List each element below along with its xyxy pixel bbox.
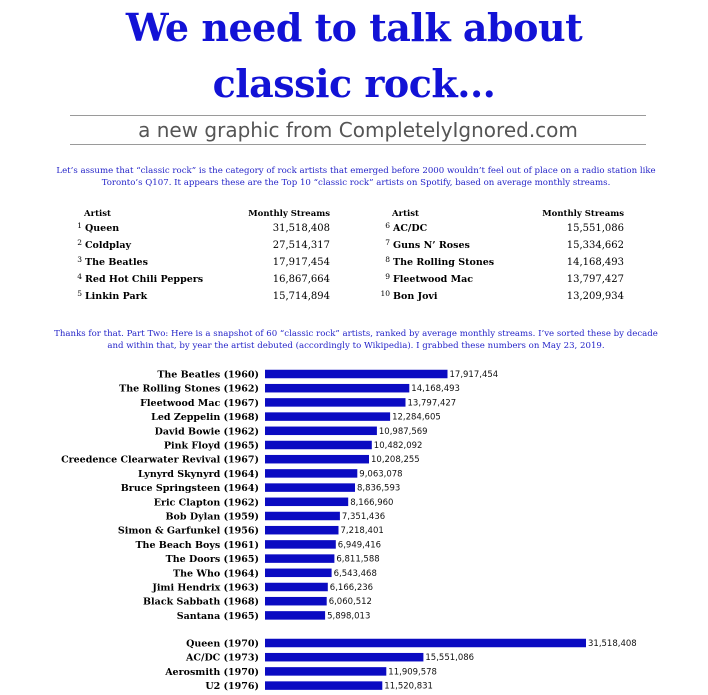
artist-name: Bon Jovi bbox=[393, 291, 438, 302]
bar-category-label: The Beatles (1960) bbox=[157, 369, 259, 381]
rank: 10 bbox=[380, 289, 390, 298]
artist-name: The Rolling Stones bbox=[393, 257, 495, 268]
bar-category-label: Aerosmith (1970) bbox=[165, 666, 259, 678]
rank: 2 bbox=[77, 238, 82, 247]
bar bbox=[265, 526, 339, 535]
rank: 5 bbox=[77, 289, 82, 298]
bar-category-label: David Bowie (1962) bbox=[154, 426, 259, 438]
bar bbox=[265, 667, 386, 676]
bar bbox=[265, 639, 586, 648]
bar-category-label: Fleetwood Mac (1967) bbox=[140, 397, 259, 409]
bar-value-label: 8,166,960 bbox=[350, 497, 394, 508]
bar bbox=[265, 498, 348, 507]
bar-category-label: AC/DC (1973) bbox=[186, 652, 259, 664]
bar bbox=[265, 370, 448, 379]
stream-count: 15,334,662 bbox=[566, 240, 624, 251]
title-line-1: We need to talk about bbox=[125, 5, 583, 50]
bar-category-label: The Doors (1965) bbox=[165, 554, 259, 566]
bar bbox=[265, 483, 355, 492]
bar bbox=[265, 427, 377, 436]
bar-value-label: 14,168,493 bbox=[411, 384, 460, 395]
bar bbox=[265, 681, 382, 690]
stream-count: 16,867,664 bbox=[272, 274, 330, 285]
bar bbox=[265, 653, 423, 662]
rank: 7 bbox=[385, 238, 390, 247]
part-two-paragraph: Thanks for that. Part Two: Here is a snapshot of 60 “classic rock” artists, ranked by average monthly streams. I’ve sorted these by decade and within that, by year the artist debuted (accordingly to Wikipedia). I grabbed these numbers on May 23, 2019. bbox=[54, 329, 658, 351]
bar-category-label: Simon & Garfunkel (1956) bbox=[117, 525, 259, 537]
bar-category-label: Lynyrd Skynyrd (1964) bbox=[137, 468, 259, 480]
bar-category-label: Creedence Clearwater Revival (1967) bbox=[61, 454, 259, 466]
rank: 9 bbox=[385, 272, 390, 281]
bar-value-label: 10,987,569 bbox=[378, 426, 428, 437]
rank: 8 bbox=[385, 255, 390, 264]
intro-paragraph: Let’s assume that “classic rock” is the category of rock artists that emerged before 2000 wouldn’t feel out of place on a radio station like Toronto’s Q107. It appears these are the Top 10 “classic rock” artists on Spotify, based on average monthly streams. bbox=[56, 166, 656, 188]
artist-name: Linkin Park bbox=[85, 291, 148, 302]
bar-category-label: Queen (1970) bbox=[186, 638, 259, 650]
artist-name: Fleetwood Mac bbox=[393, 274, 474, 285]
bar-value-label: 7,218,401 bbox=[340, 526, 384, 537]
stream-count: 31,518,408 bbox=[272, 223, 330, 234]
rank: 4 bbox=[77, 272, 82, 281]
artist-name: Coldplay bbox=[85, 240, 132, 251]
column-header-streams: Monthly Streams bbox=[248, 209, 330, 219]
bar-category-label: Bob Dylan (1959) bbox=[165, 511, 259, 523]
stream-count: 14,168,493 bbox=[566, 257, 624, 268]
bar-category-label: Jimi Hendrix (1963) bbox=[152, 582, 259, 594]
bar-value-label: 10,208,255 bbox=[371, 455, 420, 466]
column-header-streams: Monthly Streams bbox=[542, 209, 624, 219]
rank: 1 bbox=[77, 221, 82, 230]
bar-value-label: 13,797,427 bbox=[407, 398, 457, 409]
bar bbox=[265, 384, 409, 393]
rank: 6 bbox=[385, 221, 390, 230]
bar-category-label: Eric Clapton (1962) bbox=[153, 497, 259, 509]
bar-value-label: 6,060,512 bbox=[328, 597, 372, 608]
artist-name: Queen bbox=[85, 223, 120, 234]
bar bbox=[265, 412, 390, 421]
subtitle: a new graphic from CompletelyIgnored.com bbox=[70, 115, 646, 145]
bar-value-label: 8,836,593 bbox=[357, 483, 401, 494]
stream-count: 27,514,317 bbox=[272, 240, 330, 251]
stream-count: 13,209,934 bbox=[566, 291, 624, 302]
column-header-artist: Artist bbox=[392, 209, 419, 219]
bar bbox=[265, 455, 369, 464]
artist-name: Guns N’ Roses bbox=[393, 240, 470, 251]
bar-category-label: The Who (1964) bbox=[173, 568, 259, 580]
bar-category-label: Bruce Springsteen (1964) bbox=[120, 483, 259, 495]
bar-category-label: Black Sabbath (1968) bbox=[143, 596, 259, 608]
bar-value-label: 6,543,468 bbox=[333, 568, 377, 579]
bar bbox=[265, 611, 325, 620]
stream-count: 17,917,454 bbox=[272, 257, 330, 268]
rank: 3 bbox=[77, 255, 82, 264]
bar bbox=[265, 554, 334, 563]
stream-count: 15,714,894 bbox=[272, 291, 330, 302]
bar-category-label: Led Zeppelin (1968) bbox=[151, 412, 259, 424]
bar bbox=[265, 398, 406, 407]
bar-value-label: 12,284,605 bbox=[392, 412, 441, 423]
column-header-artist: Artist bbox=[84, 209, 111, 219]
bar-value-label: 11,520,831 bbox=[384, 681, 433, 692]
bar bbox=[265, 540, 336, 549]
stream-count: 15,551,086 bbox=[566, 223, 624, 234]
bar-value-label: 9,063,078 bbox=[359, 469, 403, 480]
bar bbox=[265, 512, 340, 521]
bar bbox=[265, 597, 327, 606]
artist-name: The Beatles bbox=[85, 257, 148, 268]
bar-category-label: Santana (1965) bbox=[176, 610, 259, 622]
bar bbox=[265, 441, 372, 450]
stream-count: 13,797,427 bbox=[566, 274, 624, 285]
bar-value-label: 17,917,454 bbox=[449, 370, 499, 380]
bar-category-label: The Rolling Stones (1962) bbox=[119, 383, 259, 395]
bar-category-label: U2 (1976) bbox=[205, 681, 259, 693]
bar-value-label: 31,518,408 bbox=[588, 639, 637, 649]
title-line-2: classic rock... bbox=[212, 61, 496, 106]
bar-value-label: 11,909,578 bbox=[388, 667, 437, 678]
bar bbox=[265, 583, 328, 592]
bar-category-label: The Beach Boys (1961) bbox=[135, 539, 259, 551]
bar-value-label: 6,166,236 bbox=[329, 583, 374, 593]
bar-value-label: 7,351,436 bbox=[341, 512, 386, 522]
bar-value-label: 6,949,416 bbox=[337, 540, 382, 551]
artist-name: AC/DC bbox=[393, 223, 428, 234]
bar-value-label: 5,898,013 bbox=[327, 611, 371, 622]
artist-name: Red Hot Chili Peppers bbox=[85, 274, 204, 285]
bar bbox=[265, 569, 332, 578]
bar-value-label: 10,482,092 bbox=[373, 441, 423, 451]
bar-value-label: 15,551,086 bbox=[425, 653, 475, 664]
bar bbox=[265, 469, 357, 478]
bar-value-label: 6,811,588 bbox=[336, 554, 380, 565]
bar-category-label: Pink Floyd (1965) bbox=[163, 440, 259, 452]
